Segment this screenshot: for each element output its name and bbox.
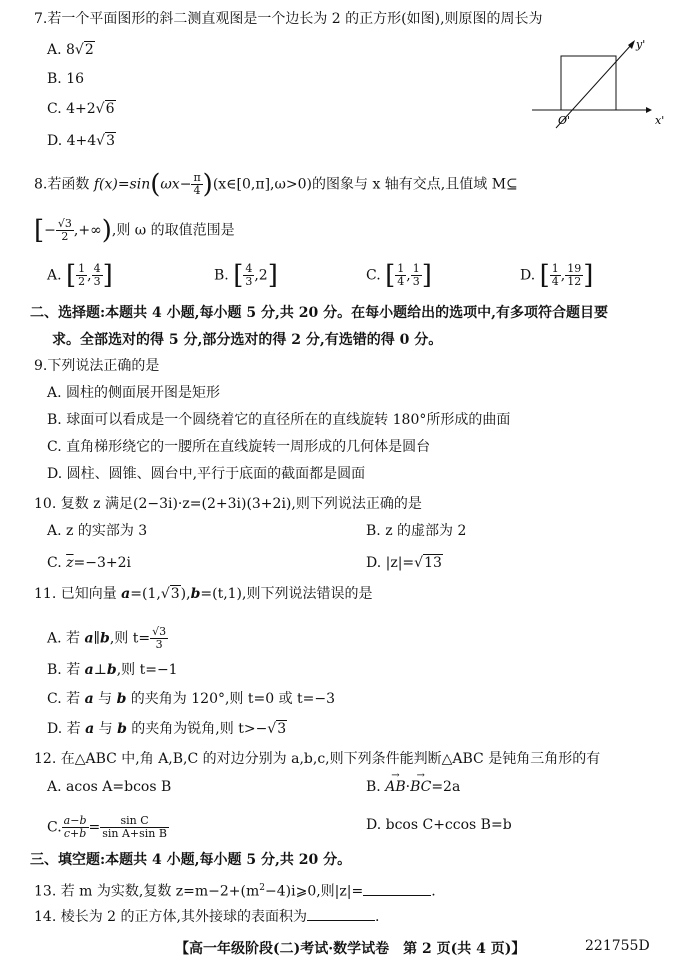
q13-answer-blank[interactable]	[363, 881, 431, 896]
q9-option-b: B. 球面可以看成是一个圆绕着它的直径所在的直线旋转 180°所形成的曲面	[47, 412, 511, 428]
q8-option-c: C. [ $\frac{1}{4}$ , $\frac{1}{3}$ ]	[366, 260, 432, 291]
square	[561, 56, 616, 110]
section-2-heading-line1: 二、选择题:本题共 4 小题,每小题 5 分,共 20 分。在每小题给出的选项中,有多项符合题目要	[30, 305, 608, 321]
fraction: $\frac{4}{3}$	[245, 262, 253, 288]
q11-option-c: C. 若 a 与 b 的夹角为 120°,则 t=0 或 t=−3	[47, 691, 336, 707]
q10-option-b: B. z 的虚部为 2	[366, 523, 467, 539]
q10-option-d: D. |z|=√13	[366, 555, 442, 571]
fraction: $\frac{1}{4}$	[397, 262, 405, 288]
fraction: $\frac{4}{3}$	[93, 262, 101, 288]
q7-stem: 7.若一个平面图形的斜二测直观图是一个边长为 2 的正方形(如图),则原图的周长为	[34, 11, 543, 27]
q11-stem: 11. 已知向量 a=(1,√3),b=(t,1),则下列说法错误的是	[34, 586, 373, 602]
fraction: $\frac{1}{3}$	[412, 262, 420, 288]
q8-option-b: B. [ $\frac{4}{3}$ ,2]	[214, 260, 278, 291]
q8-option-a: A. [ $\frac{1}{2}$ , $\frac{4}{3}$ ]	[47, 260, 113, 291]
vector-bc: → BC	[410, 777, 431, 797]
q9-option-d: D. 圆柱、圆锥、圆台中,平行于底面的截面都是圆面	[47, 466, 366, 482]
vector-ab: → AB	[385, 777, 405, 797]
sqrt: 6	[105, 101, 115, 117]
sqrt: 2	[84, 42, 94, 58]
q12-option-c: C. $\frac{a-b}{c+b}$ = $\frac{\text{sin C}}{\text{sin A+sin B}}$	[47, 814, 167, 840]
fraction: $\frac{√3}{2}$	[57, 217, 72, 243]
sqrt: 3	[277, 721, 287, 737]
x-arrow-head	[646, 107, 652, 113]
section-3-heading: 三、填空题:本题共 4 小题,每小题 5 分,共 20 分。	[30, 852, 352, 868]
section-2-heading-line2: 求。全部选对的得 5 分,部分选对的得 2 分,有选错的得 0 分。	[52, 332, 443, 348]
fraction: $\frac{1}{4}$	[551, 262, 559, 288]
q10-stem: 10. 复数 z 满足(2−3i)·z=(2+3i)(3+2i),则下列说法正确的是	[34, 496, 422, 512]
q7-oblique-figure	[528, 34, 663, 129]
origin-label: O'	[558, 114, 571, 127]
q11-option-b: B. 若 a⊥b,则 t=−1	[47, 662, 178, 678]
fraction: $\frac{1}{2}$	[78, 262, 86, 288]
q12-option-d: D. bcos C+ccos B=b	[366, 817, 512, 833]
q11-option-d: D. 若 a 与 b 的夹角为锐角,则 t>−√3	[47, 721, 287, 737]
q9-option-c: C. 直角梯形绕它的一腰所在直线旋转一周形成的几何体是圆台	[47, 439, 431, 455]
q9-stem: 9.下列说法正确的是	[34, 358, 160, 374]
sqrt: 13	[424, 555, 442, 571]
sqrt: 3	[106, 133, 116, 149]
q7-option-a: A. 8√2	[47, 42, 94, 58]
q11-option-a: A. 若 a∥b,则 t= $\frac{√3}{3}$	[47, 625, 167, 651]
q8-stem-line2: [− $\frac{√3}{2}$ ,+∞),则 ω 的取值范围是	[34, 215, 235, 246]
fraction: $\frac{√3}{3}$	[152, 625, 167, 651]
fraction: $\frac{\pi}{4}$	[193, 171, 201, 197]
q12-option-a: A. acos A=bcos B	[47, 779, 172, 795]
q12-option-b: B. → AB·→ BC=2a	[366, 777, 460, 797]
fraction: $\frac{a-b}{c+b}$	[63, 814, 87, 840]
fraction: $\frac{\text{sin C}}{\text{sin A+sin B}}$	[102, 814, 167, 840]
page-footer	[0, 938, 677, 958]
sqrt: 3	[170, 586, 180, 602]
footer-exam-title: 【高一年级阶段(二)考试·数学试卷 第 2 页(共 4 页)】	[175, 941, 526, 957]
q8-option-d: D. [ $\frac{1}{4}$ , $\frac{19}{12}$ ]	[520, 260, 594, 291]
q7-option-d: D. 4+4√3	[47, 133, 116, 149]
x-label: x'	[655, 114, 665, 127]
q7-option-c: C. 4+2√6	[47, 101, 115, 117]
q13-stem: 13. 若 m 为实数,复数 $z=m-2+(m^2-4)i⩾0$,则|z|= .	[34, 878, 436, 902]
footer-code: 221755D	[585, 938, 650, 954]
q14-answer-blank[interactable]	[307, 906, 375, 921]
q14-stem: 14. 棱长为 2 的正方体,其外接球的表面积为 .	[34, 906, 379, 927]
q10-option-a: A. z 的实部为 3	[47, 523, 148, 539]
q7-option-b: B. 16	[47, 71, 85, 87]
q12-stem: 12. 在△ABC 中,角 A,B,C 的对边分别为 a,b,c,则下列条件能判断△ABC 是钝角三角形的有	[34, 751, 601, 767]
fraction: $\frac{19}{12}$	[567, 262, 582, 288]
y-label: y'	[636, 38, 646, 51]
q8-stem-line1: 8.若函数 f(x)=sin(ωx− $\frac{\pi}{4}$ )(x∈[0,π],ω>0)的图象与 x 轴有交点,且值域 M⊆	[34, 169, 518, 200]
q10-option-c: C. $\overline{z}=-3+2i$	[47, 555, 131, 571]
q9-option-a: A. 圆柱的侧面展开图是矩形	[47, 385, 221, 401]
